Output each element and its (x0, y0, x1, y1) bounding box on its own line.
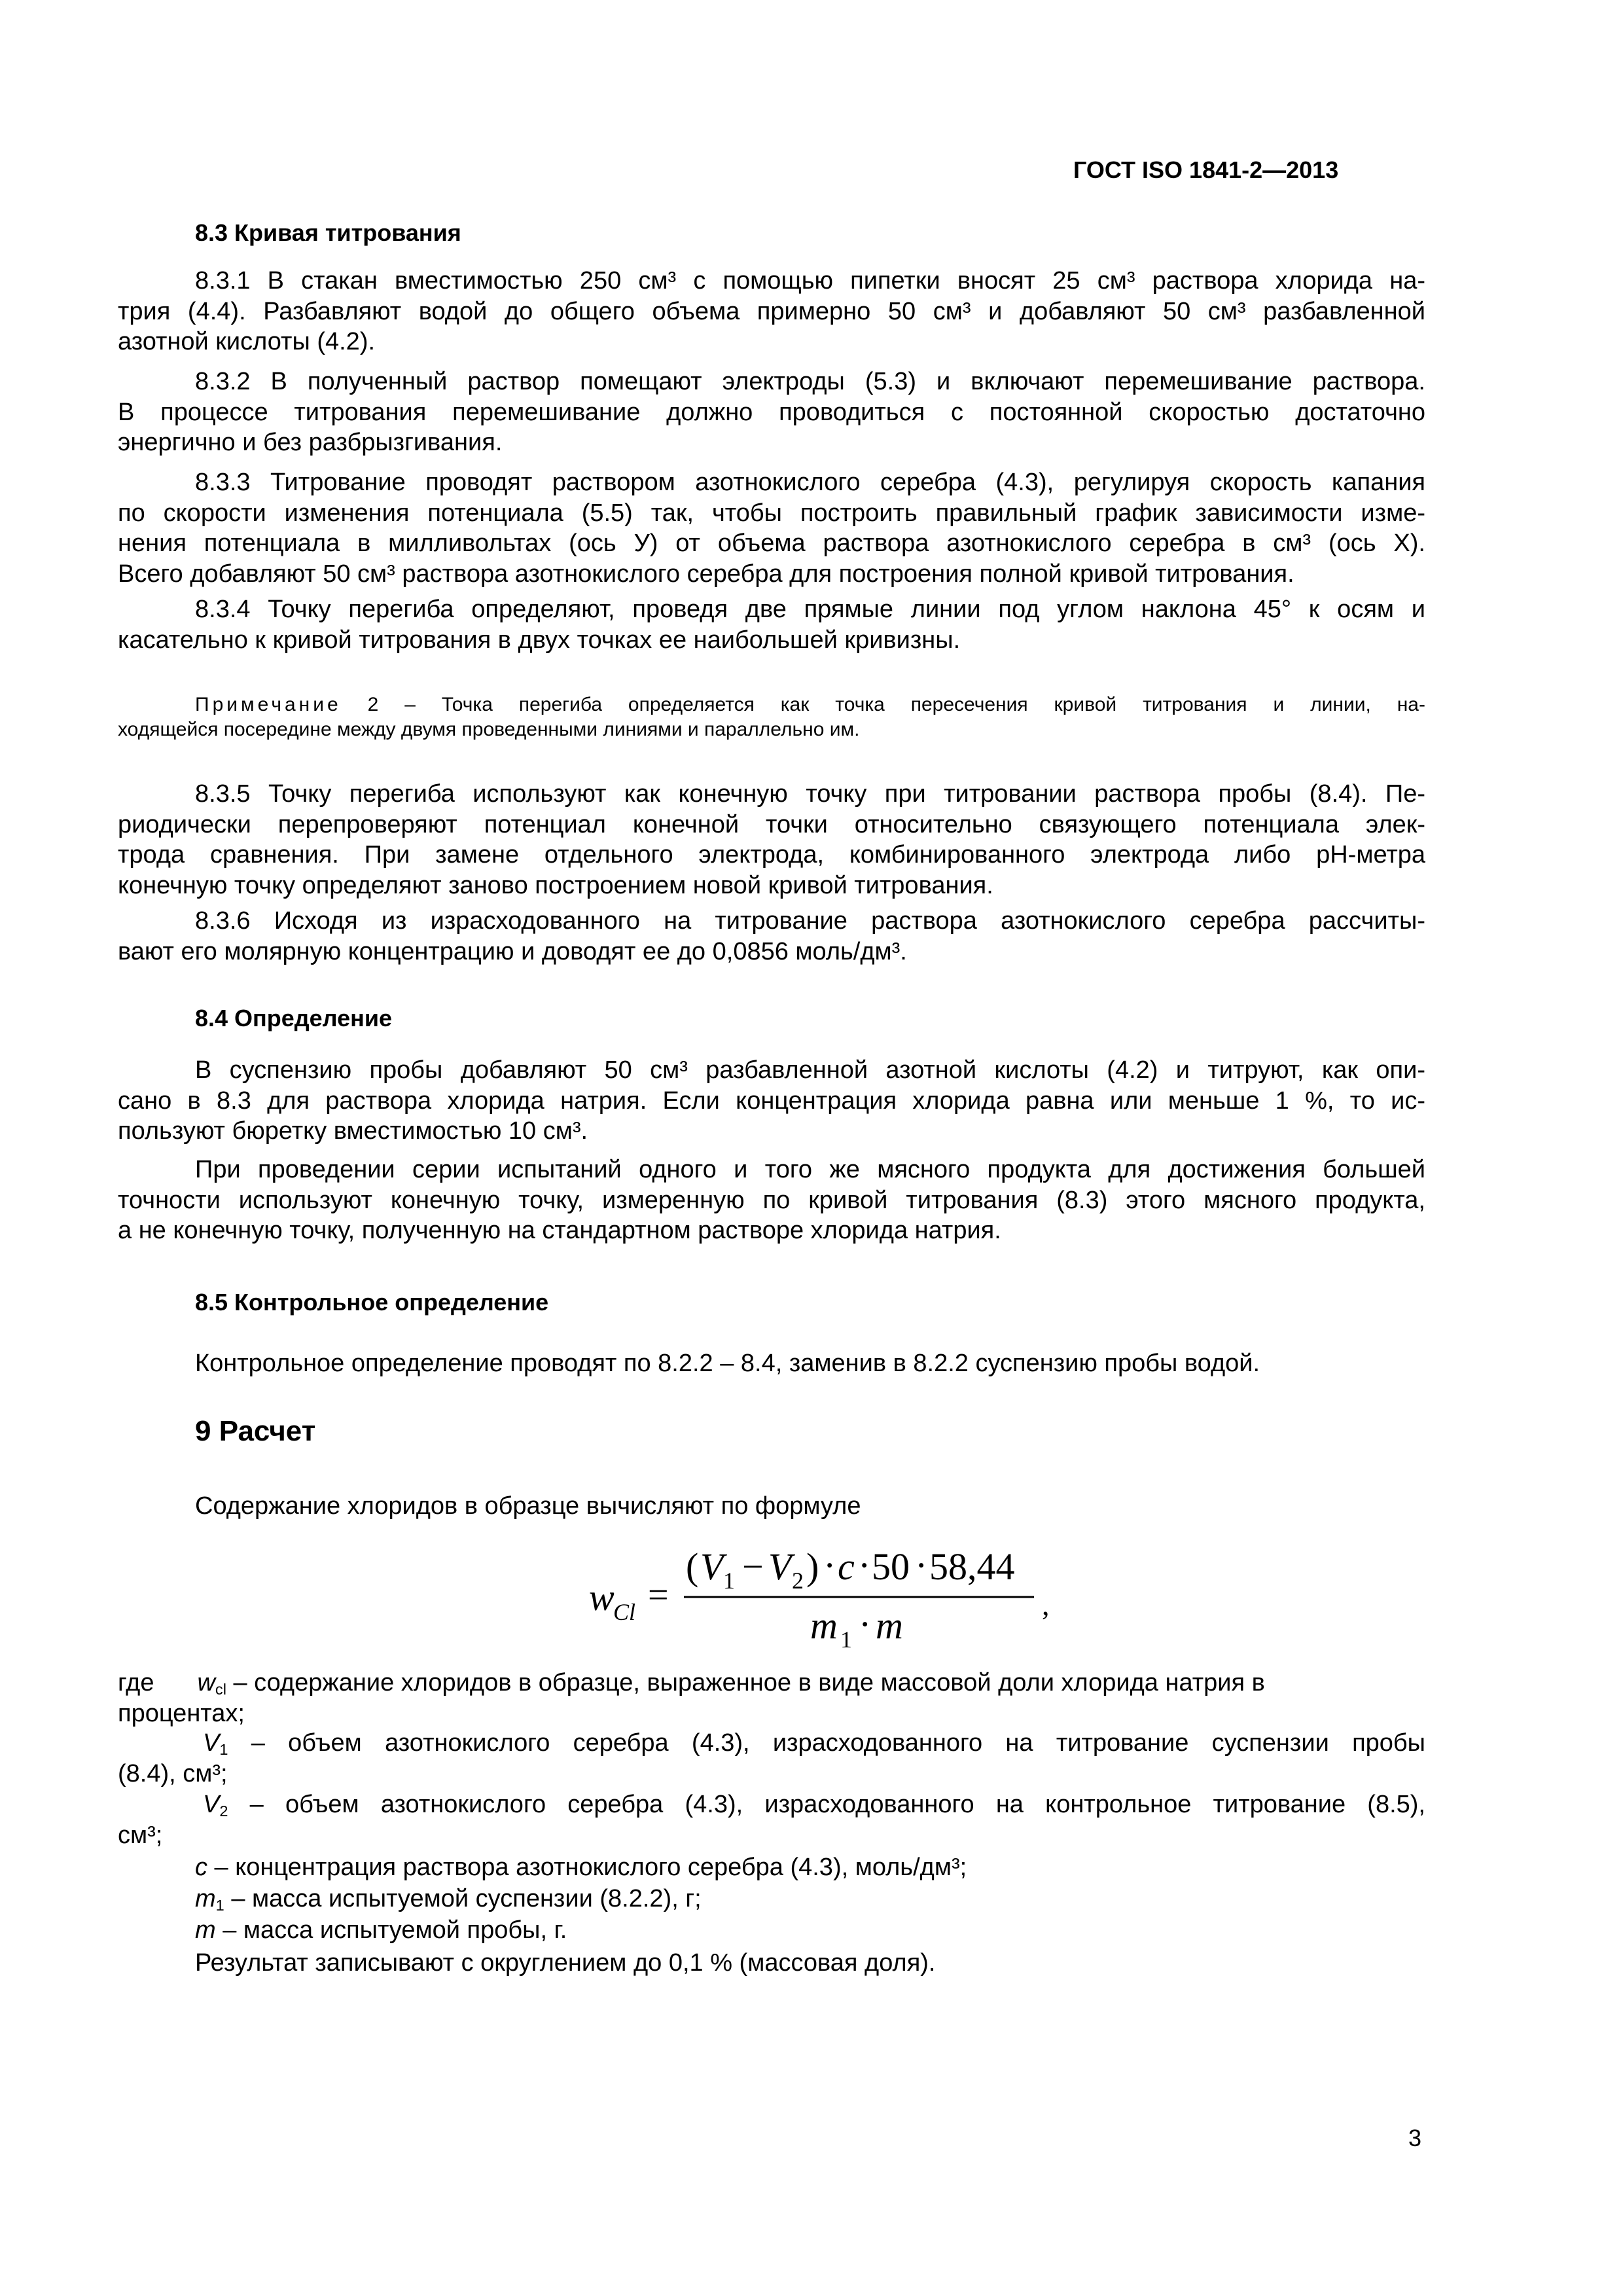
section-8-3-title: 8.3 Кривая титрования (195, 219, 461, 246)
formula-dot-2: · (858, 1544, 871, 1587)
formula-svg (576, 1535, 1073, 1666)
note-2: Примечание 2 – Точка перегиба определяется как точка пересечения кривой титрования и линии, на- ходящейся посередине между двумя проведенными линиями и параллельно им. (118, 694, 1425, 740)
formula-lhs-sub: Cl (613, 1599, 636, 1625)
formula-v1: V (700, 1545, 724, 1588)
definition-w: где $w_{cl}$ – содержание хлоридов в образце, выраженное в виде массовой доли хлорида натрия в процентах; (118, 1669, 1265, 1727)
formula-v2: V (768, 1545, 792, 1588)
paragraph-8-3-1: 8.3.1 В стакан вместимостью 250 см³ с помощью пипетки вносят 25 см³ раствора хлорида на- трия (4.4). Разбавляют водой до общего объема примерно 50 см³ и добавляют 50 см³ разбавленной азотной кислоты (4.2). (118, 267, 1425, 355)
formula-minus: − (742, 1545, 764, 1588)
def-w-symbol: w (197, 1669, 215, 1696)
formula-v2-sub: 2 (792, 1568, 804, 1594)
formula-den-m: m (876, 1604, 903, 1647)
formula-58-44: 58,44 (929, 1545, 1015, 1588)
def-m-symbol: m (195, 1916, 216, 1944)
paragraph-8-3-4: 8.3.4 Точку перегиба определяют, проведя две прямые линии под углом наклона 45° к осям и касательно к кривой титрования в двух точках ее наибольшей кривизны. (118, 596, 1425, 654)
formula-v1-sub: 1 (723, 1568, 735, 1594)
def-m1-symbol: m (195, 1885, 216, 1912)
section-8-4-title: 8.4 Определение (195, 1005, 392, 1031)
formula-den-m1-sub: 1 (840, 1626, 852, 1653)
formula-paren-close: ) (806, 1545, 819, 1588)
page-number: 3 (1408, 2125, 1422, 2151)
section-8-5-title: 8.5 Контрольное определение (195, 1289, 549, 1316)
formula-den-dot: · (859, 1603, 872, 1645)
def-v2-symbol: V (203, 1791, 220, 1818)
definition-c: c – концентрация раствора азотнокислого серебра (4.3), моль/дм³; (195, 1854, 967, 1881)
paragraph-8-5-1: Контрольное определение проводят по 8.2.2 – 8.4, заменив в 8.2.2 суспензию пробы водой. (195, 1350, 1260, 1377)
formula-dot-1: · (823, 1544, 836, 1587)
paragraph-8-4-1: В суспензию пробы добавляют 50 см³ разбавленной азотной кислоты (4.2) и титруют, как опи- сано в 8.3 для раствора хлорида натрия. Если концентрация хлорида равна или меньше 1 %, то ис- пользуют бюретку вместимостью 10 см³. (118, 1056, 1425, 1145)
paragraph-8-4-2: При проведении серии испытаний одного и того же мясного продукта для достижения большей точности используют конечную точку, измеренную по кривой титрования (8.3) этого мясного продукта, а не конечную точку, полученную на стандартном растворе хлорида натрия. (118, 1156, 1425, 1244)
definition-v2: $V_2$ – объем азотнокислого серебра (4.3), израсходованного на контрольное титрование (8.5), см³; (118, 1791, 1425, 1849)
formula-lhs-w: w (589, 1576, 615, 1619)
paragraph-8-3-2: 8.3.2 В полученный раствор помещают электроды (5.3) и включают перемешивание раствора. В процессе титрования перемешивание должно проводиться с постоянной скоростью достаточно энергично и без разбрызгивания. (118, 368, 1425, 456)
formula-dot-3: · (915, 1544, 928, 1587)
formula-c: c (838, 1545, 855, 1588)
def-c-symbol: c (195, 1854, 207, 1881)
paragraph-result-rounding: Результат записывают с округлением до 0,1 % (массовая доля). (195, 1949, 936, 1977)
note-label: Примечание (195, 694, 342, 715)
definition-m: m – масса испытуемой пробы, г. (195, 1916, 567, 1944)
definition-m1: $m_1$ – масса испытуемой суспензии (8.2.2), г; (195, 1885, 702, 1914)
formula-equals: = (648, 1575, 669, 1615)
paragraph-8-3-5: 8.3.5 Точку перегиба используют как конечную точку при титровании раствора пробы (8.4). Пе- риодически перепроверяют потенциал конечной точки относительно связующего потенциала элек- трода сравнения. При замене отдельного электрода, комбинированного электрода либо pH-метра конечную точку определяют заново построением новой кривой титрования. (118, 780, 1425, 899)
paragraph-8-3-6: 8.3.6 Исходя из израсходованного на титрование раствора азотнокислого серебра рассчиты- вают его молярную концентрацию и доводят ее до 0,0856 моль/дм³. (118, 907, 1425, 965)
formula-den-m1: m (810, 1604, 838, 1647)
section-9-title: 9 Расчет (195, 1415, 316, 1447)
paragraph-9-intro: Содержание хлоридов в образце вычисляют по формуле (195, 1492, 861, 1520)
paragraph-8-3-3: 8.3.3 Титрование проводят раствором азотнокислого серебра (4.3), регулируя скорость капания по скорости изменения потенциала (5.5) так, чтобы построить правильный график зависимости изме- нения потенциала в милливольтах (ось У) от объема раствора азотнокислого серебра в см³ (ось Х). Всего добавляют 50 см³ раствора азотнокислого серебра для построения полной кривой титрования. (118, 469, 1425, 588)
document-standard-id: ГОСТ ISO 1841-2—2013 (1073, 156, 1339, 183)
formula-50: 50 (872, 1545, 910, 1588)
definition-v1: $V_1$ – объем азотнокислого серебра (4.3), израсходованного на титрование суспензии пробы (8.4), см³; (118, 1729, 1425, 1787)
formula-comma: , (1042, 1588, 1050, 1621)
chloride-content-formula (576, 1535, 1073, 1666)
formula-paren-open: ( (686, 1545, 699, 1588)
def-v1-symbol: V (203, 1729, 220, 1757)
